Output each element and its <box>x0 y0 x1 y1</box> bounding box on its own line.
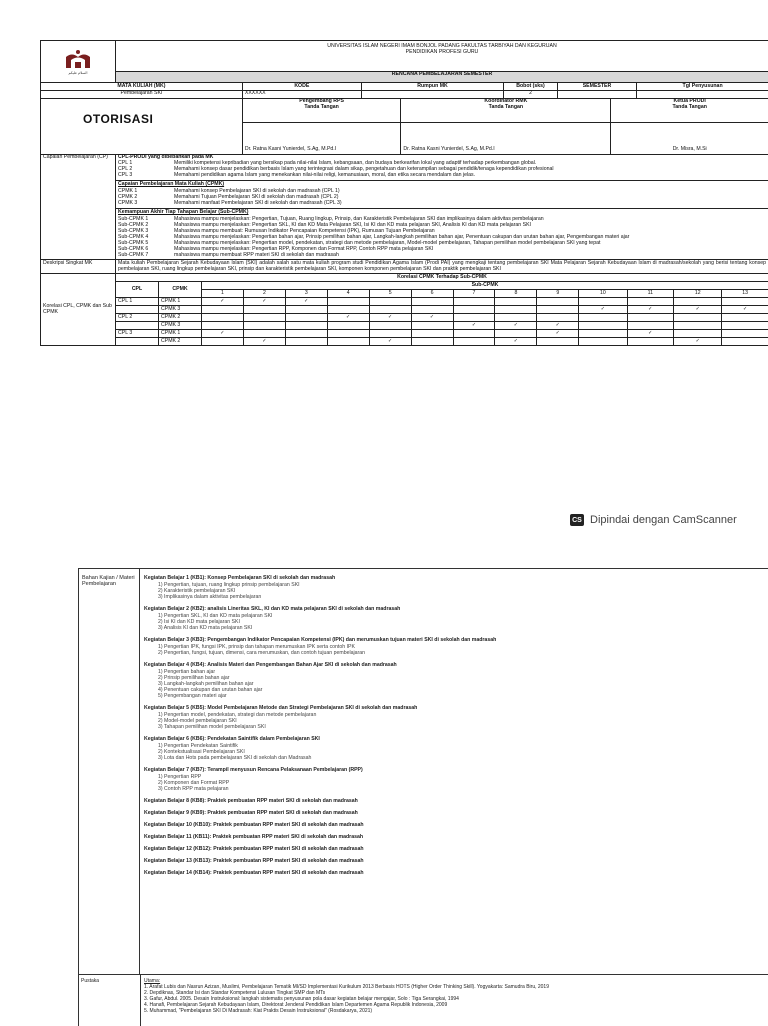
korelasi-sub-label: Sub-CPMK <box>202 282 768 290</box>
course-date <box>637 90 768 98</box>
korelasi-cpl: CPL 3 <box>116 330 159 338</box>
empty-cell <box>327 298 369 306</box>
kegiatan-belajar-title: Kegiatan Belajar 14 (KB14): Praktek pembuatan RPP materi SKI di sekolah dan madrasah <box>144 870 766 876</box>
sub-cpmk-code: Sub-CPMK 6 <box>118 247 174 253</box>
empty-cell <box>411 322 453 330</box>
cpmk-text: Memahami manfaat Pembelajaran SKI di sekolah dan madrasah (CPL 3) <box>174 201 766 207</box>
capaian-label: Capaian Pembelajaran (CP) <box>41 154 116 260</box>
kegiatan-belajar-item: 1) Pengertian SKL, KI dan KD mata pelajaran SKI <box>158 613 766 619</box>
cpl-block <box>116 154 768 180</box>
deskripsi-label: Deskripsi Singkat MK <box>41 260 116 274</box>
cpmk-code: CPMK 3 <box>118 201 174 207</box>
bahan-kajian-label: Bahan Kajian / Materi Pembelajaran <box>78 569 140 974</box>
empty-cell <box>579 322 627 330</box>
empty-cell <box>327 306 369 314</box>
sub-cpmk-text: Mahasiswa mampu menjelaskan: Pengertian bahan ajar, Prinsip pemilihan bahan ajar, Langkah-langkah pemilihan bahan ajar, Penentuan cakupan dan urutan bahan ajar, Pengembangan materi ajar <box>174 235 766 241</box>
program-name: PENDIDIKAN PROFESI GURU <box>116 50 768 56</box>
korelasi-row-item <box>116 306 768 314</box>
pustaka-section <box>78 974 768 1026</box>
kegiatan-belajar-item: 1) Pengertian model, pendekatan, strategi dan metode pembelajaran <box>158 712 766 718</box>
korelasi-cpmk: CPMK 2 <box>159 314 202 322</box>
korelasi-col-cpmk: CPMK <box>159 282 202 298</box>
empty-cell <box>674 314 722 322</box>
pustaka-item: 2. Depdiknas, Standar Isi dan Standar Kompetensi Lulusan Tingkat SMP dan MTs <box>144 990 764 996</box>
kegiatan-belajar-title: Kegiatan Belajar 7 (KB7): Terampil menyusun Rencana Pelaksanaan Pembelajaran (RPP) <box>144 767 766 773</box>
check-mark: ✓ <box>243 338 285 345</box>
korelasi-col-number: 13 <box>722 290 768 298</box>
kegiatan-belajar-item: 2) Isi KI dan KD mata pelajaran SKI <box>158 619 766 625</box>
pustaka-item: 3. Gafur, Abdul. 2005. Desain Instruksional: langkah sistematis penyusunan pola dasar kegiatan belajar mengajar, Solo : Tiga Serangkai, 1994 <box>144 996 764 1002</box>
check-mark: ✓ <box>369 338 411 345</box>
kegiatan-belajar-item: 1) Pengertian, tujuan, ruang lingkup prinsip pembelajaran SKI <box>158 582 766 588</box>
korelasi-cpl <box>116 338 159 345</box>
signer-1: Dr. Ratna Kasni Yunierdel, S.Ag, M.Pd.I <box>242 122 400 154</box>
cpmk-item <box>118 201 766 207</box>
check-mark: ✓ <box>411 314 453 322</box>
check-mark: ✓ <box>202 298 244 306</box>
kegiatan-belajar-item: 3) Contoh RPP mata pelajaran <box>158 786 766 792</box>
empty-cell <box>495 298 537 306</box>
korelasi-col-number: 11 <box>627 290 674 298</box>
empty-cell <box>579 338 627 345</box>
role-pengembang-label: Pengembang RPS <box>245 99 398 105</box>
empty-cell <box>627 298 674 306</box>
kegiatan-belajar <box>144 858 766 864</box>
empty-cell <box>202 306 244 314</box>
korelasi-cpl <box>116 322 159 330</box>
empty-cell <box>674 330 722 338</box>
course-header-semester: SEMESTER <box>557 83 636 91</box>
kegiatan-belajar-item: 3) Lota dan Hots pada pembelajaran SKI di sekolah dan Madrasah <box>158 755 766 761</box>
korelasi-row-item <box>116 322 768 330</box>
cpl-code: CPL 2 <box>118 167 174 173</box>
course-header-bobot: Bobot (sks) <box>504 83 558 91</box>
check-mark: ✓ <box>579 306 627 314</box>
kegiatan-belajar-title: Kegiatan Belajar 8 (KB8): Praktek pembuatan RPP materi SKI di sekolah dan madrasah <box>144 798 766 804</box>
kegiatan-belajar-item: 3) Analisis KI dan KD mata pelajaran SKI <box>158 625 766 631</box>
empty-cell <box>453 306 495 314</box>
check-mark: ✓ <box>537 322 579 330</box>
check-mark: ✓ <box>285 298 327 306</box>
empty-cell <box>411 306 453 314</box>
otorisasi-label: OTORISASI <box>43 99 240 153</box>
korelasi-col-number: 2 <box>243 290 285 298</box>
kegiatan-belajar-title: Kegiatan Belajar 13 (KB13): Praktek pembuatan RPP materi SKI di sekolah dan madrasah <box>144 858 766 864</box>
pustaka-item: 1. Arafat Lubis dan Nasrun Azizan, Muslimi, Pembelajaran Tematik MI/SD Implementasi Kurikulum 2013 Berbasis HOTS (Higher Order Thinking Skill). Yogyakarta: Samudra Biru, 2019 <box>144 984 764 990</box>
check-mark: ✓ <box>627 306 674 314</box>
korelasi-row-item <box>116 298 768 306</box>
empty-cell <box>627 314 674 322</box>
cpmk-text: Memahami konsep Pembelajaran SKI di sekolah dan madrasah (CPL 1) <box>174 189 766 195</box>
university-logo <box>43 42 113 82</box>
korelasi-cpmk: CPMK 1 <box>159 298 202 306</box>
kegiatan-belajar <box>144 767 766 792</box>
kegiatan-belajar-item: 3) Implikasinya dalam aktivitas pembelajaran <box>158 594 766 600</box>
pustaka-list <box>144 978 764 1014</box>
empty-cell <box>369 330 411 338</box>
empty-cell <box>495 330 537 338</box>
check-mark: ✓ <box>537 330 579 338</box>
kegiatan-belajar-title: Kegiatan Belajar 2 (KB2): analisis Lineritas SKL, KI dan KD mata pelajaran SKI di sekolah dan madrasah <box>144 606 766 612</box>
korelasi-cpl: CPL 1 <box>116 298 159 306</box>
kegiatan-belajar <box>144 705 766 730</box>
korelasi-col-number: 8 <box>495 290 537 298</box>
kegiatan-belajar-item: 2) Prinsip pemilihan bahan ajar <box>158 675 766 681</box>
empty-cell <box>243 322 285 330</box>
check-mark: ✓ <box>453 322 495 330</box>
empty-cell <box>495 306 537 314</box>
signature-label-1: Tanda Tangan <box>245 105 398 111</box>
korelasi-cell <box>116 274 768 346</box>
institution-header <box>116 41 768 72</box>
kegiatan-belajar-item: 1) Pengertian bahan ajar <box>158 669 766 675</box>
camscanner-icon: CS <box>570 514 584 526</box>
korelasi-row <box>41 274 768 346</box>
check-mark: ✓ <box>202 330 244 338</box>
kegiatan-belajar <box>144 846 766 852</box>
empty-cell <box>411 298 453 306</box>
kegiatan-belajar-item: 1) Pengertian RPP <box>158 774 766 780</box>
kegiatan-belajar-item: 3) Tahapan pemilihan model pembelajaran SKI <box>158 724 766 730</box>
kegiatan-belajar-item: 4) Penentuan cakupan dan urutan bahan ajar <box>158 687 766 693</box>
kegiatan-belajar <box>144 798 766 804</box>
role-pengembang <box>242 98 400 122</box>
sub-cpmk-heading: Kemampuan Akhir Tiap Tahapan Belajar (Sub-CPMK) <box>118 210 766 216</box>
empty-cell <box>243 306 285 314</box>
cpmk-text: Memahami Tujuan Pembelajaran SKI di sekolah dan madrasah (CPL 2) <box>174 195 766 201</box>
empty-cell <box>369 298 411 306</box>
korelasi-cpl <box>116 306 159 314</box>
empty-cell <box>327 338 369 345</box>
rps-table <box>40 40 768 346</box>
course-header-mk: MATA KULIAH (MK) <box>41 83 243 91</box>
korelasi-col-number: 5 <box>369 290 411 298</box>
empty-cell <box>674 298 722 306</box>
course-header-row <box>41 83 768 91</box>
cpl-code: CPL 1 <box>118 161 174 167</box>
check-mark: ✓ <box>495 322 537 330</box>
korelasi-title: Korelasi CPMK Terhadap Sub-CPMK <box>116 274 768 281</box>
korelasi-row-item <box>116 330 768 338</box>
korelasi-col-number: 3 <box>285 290 327 298</box>
sub-cpmk-code: Sub-CPMK 4 <box>118 235 174 241</box>
empty-cell <box>537 298 579 306</box>
cpl-item <box>118 173 766 179</box>
korelasi-cpmk: CPMK 3 <box>159 306 202 314</box>
cpmk-code: CPMK 1 <box>118 189 174 195</box>
pustaka-item: 4. Hanafi, Pembelajaran Sejarah Kebudayaan Islam, Direktorat Jenderal Pendidikan Islam Departemen Agama Republik Indonesia, 2009 <box>144 1002 764 1008</box>
cpl-text: Memahami pendidikan agama Islam yang menekankan nilai-nilai religi, kemanusiaan, moral, dan etika secara mendalam dan jelas. <box>174 173 766 179</box>
empty-cell <box>674 322 722 330</box>
empty-cell <box>243 314 285 322</box>
korelasi-col-cpl: CPL <box>116 282 159 298</box>
otorisasi-row <box>41 98 768 122</box>
kegiatan-belajar-title: Kegiatan Belajar 9 (KB9): Praktek pembuatan RPP materi SKI di sekolah dan madrasah <box>144 810 766 816</box>
kegiatan-belajar-item: 2) Model-model pembelajaran SKI <box>158 718 766 724</box>
korelasi-col-number: 12 <box>674 290 722 298</box>
kegiatan-belajar <box>144 606 766 631</box>
course-header-kode: KODE <box>242 83 361 91</box>
kegiatan-belajar-item: 1) Pengertian IPK, fungsi IPK, prinsip dan tahapan merumuskan IPK serta contoh IPK <box>158 644 766 650</box>
empty-cell <box>202 322 244 330</box>
sub-cpmk-text: Mahasiswa mampu membuat: Rumusan Indikator Pencapaian Kompetensi (IPK), Rumusan Tujuan Pembelajaran <box>174 229 766 235</box>
signer-3: Dr. Misra, M.Si <box>611 122 768 154</box>
empty-cell <box>202 314 244 322</box>
check-mark: ✓ <box>674 306 722 314</box>
sub-cpmk-text: Mahasiswa mampu menjelaskan: Pengertian RPP, Komponen dan Format RPP, Contoh RPP mata pelajaran SKI <box>174 247 766 253</box>
empty-cell <box>627 338 674 345</box>
role-koordinator <box>401 98 611 122</box>
sub-cpmk-block <box>116 208 768 260</box>
check-mark: ✓ <box>369 314 411 322</box>
empty-cell <box>453 314 495 322</box>
deskripsi-row <box>41 260 768 274</box>
empty-cell <box>722 314 768 322</box>
camscanner-watermark <box>570 514 737 526</box>
rps-page-1 <box>40 40 768 482</box>
kegiatan-belajar-title: Kegiatan Belajar 12 (KB12): Praktek pembuatan RPP materi SKI di sekolah dan madrasah <box>144 846 766 852</box>
empty-cell <box>722 298 768 306</box>
kegiatan-belajar-title: Kegiatan Belajar 5 (KB5): Model Pembelajaran Metode dan Strategi Pembelajaran SKI di sekolah dan madrasah <box>144 705 766 711</box>
empty-cell <box>285 338 327 345</box>
korelasi-table <box>116 274 768 345</box>
kegiatan-belajar <box>144 736 766 761</box>
empty-cell <box>285 322 327 330</box>
pustaka-item: 5. Muhammad, "Pembelajaran SKI Di Madrasah: Kiat Praktis Desain Instruksional" (Rosdakarya, 2021) <box>144 1008 764 1014</box>
korelasi-col-number: 4 <box>327 290 369 298</box>
course-rumpun <box>361 90 503 98</box>
sub-cpmk-code: Sub-CPMK 2 <box>118 223 174 229</box>
kegiatan-belajar-title: Kegiatan Belajar 1 (KB1): Konsep Pembelajaran SKI di sekolah dan madrasah <box>144 575 766 581</box>
empty-cell <box>579 330 627 338</box>
sub-cpmk-text: Mahasiswa mampu menjelaskan: Pengertian SKL, KI dan KD Mata Pelajaran SKI, Isi KI dan KD mata pelajaran SKI, Analisis KI dan KD mata pelajaran SKI <box>174 223 766 229</box>
korelasi-cpl: CPL 2 <box>116 314 159 322</box>
cpl-heading: CPL-PRODI yang dibebankan pada MK <box>118 155 766 161</box>
kegiatan-belajar-item: 5) Pengembangan materi ajar <box>158 693 766 699</box>
role-koordinator-label: Koordinator RMK <box>403 99 608 105</box>
role-ketua <box>611 98 768 122</box>
check-mark: ✓ <box>243 298 285 306</box>
doc-title: RENCANA PEMBELAJARAN SEMESTER <box>116 71 768 82</box>
kegiatan-belajar-title: Kegiatan Belajar 11 (KB11): Praktek pembuatan RPP materi SKI di sekolah dan madrasah <box>144 834 766 840</box>
korelasi-cpmk: CPMK 2 <box>159 338 202 345</box>
korelasi-label: Korelasi CPL, CPMK dan Sub CPMK <box>41 274 116 346</box>
empty-cell <box>453 338 495 345</box>
empty-cell <box>327 330 369 338</box>
empty-cell <box>411 330 453 338</box>
role-ketua-label: Ketua PRODI <box>613 99 766 105</box>
rps-page-2 <box>78 568 768 1025</box>
logo-caption: السلام عليكم <box>69 71 88 75</box>
sub-cpmk-text: Mahasiswa mampu menjelaskan: Pengertian, Tujuan, Ruang lingkup, Prinsip, dan Karakteristik Pembelajaran SKI dan implikasinya dalam aktivitas pembelajaran <box>174 217 766 223</box>
sub-cpmk-code: Sub-CPMK 7 <box>118 253 174 259</box>
sub-cpmk-text: mahasiswa mampu membuat RPP materi SKI di sekolah dan madrasah <box>174 253 766 259</box>
signature-label-2: Tanda Tangan <box>403 105 608 111</box>
empty-cell <box>369 306 411 314</box>
korelasi-col-number: 7 <box>453 290 495 298</box>
check-mark: ✓ <box>627 330 674 338</box>
university-name: UNIVERSITAS ISLAM NEGERI IMAM BONJOL PADANG FAKULTAS TARBIYAH DAN KEGURUAN <box>116 44 768 50</box>
course-semester <box>557 90 636 98</box>
empty-cell <box>285 330 327 338</box>
korelasi-number-row <box>116 290 768 298</box>
pustaka-label: Pustaka <box>81 978 137 984</box>
kegiatan-belajar-title: Kegiatan Belajar 3 (KB3): Pengembangan Indikator Pencapaian Kompetensi (IPK) dan merumuskan tujuan materi SKI di sekolah dan madrasah <box>144 637 766 643</box>
check-mark: ✓ <box>495 338 537 345</box>
korelasi-col-number: 1 <box>202 290 244 298</box>
pustaka-heading: Utama: <box>144 978 764 984</box>
kegiatan-belajar <box>144 870 766 876</box>
korelasi-row-item <box>116 338 768 345</box>
empty-cell <box>722 330 768 338</box>
kegiatan-belajar <box>144 810 766 816</box>
course-name: Pembelajaran SKI <box>41 90 243 98</box>
empty-cell <box>537 306 579 314</box>
capaian-row <box>41 154 768 180</box>
empty-cell <box>537 338 579 345</box>
check-mark: ✓ <box>327 314 369 322</box>
cpmk-heading: Capaian Pembelajaran Mata Kuliah (CPMK) <box>118 182 766 188</box>
empty-cell <box>722 338 768 345</box>
empty-cell <box>453 330 495 338</box>
otorisasi-label-cell <box>41 98 243 154</box>
kegiatan-belajar <box>144 662 766 699</box>
check-mark: ✓ <box>674 338 722 345</box>
kegiatan-belajar-title: Kegiatan Belajar 4 (KB4): Analisis Materi dan Pengembangan Bahan Ajar SKI di sekolah dan madrasah <box>144 662 766 668</box>
empty-cell <box>579 298 627 306</box>
course-header-rumpun: Rumpun MK <box>361 83 503 91</box>
cpl-text: Memiliki kompetensi kepribadian yang bersikap pada nilai-nilai Islam, kebangsaan, dan budaya berkearifan lokal yang adaptif terhadap perkembangan global. <box>174 161 766 167</box>
sub-cpmk-text: Mahasiswa mampu menjelaskan: Pengertian model, pendekatan, strategi dan metode pembelajaran, Model-model pembelajaran, Tahapan pemilihan model pembelajaran SKI yang tepat <box>174 241 766 247</box>
korelasi-col-number: 9 <box>537 290 579 298</box>
empty-cell <box>722 322 768 330</box>
course-header-tgl: Tgl Penyusunan <box>637 83 768 91</box>
kegiatan-belajar-item: 2) Kontekstualisasi Pembelajaran SKI <box>158 749 766 755</box>
kegiatan-belajar-title: Kegiatan Belajar 6 (KB6): Pendekatan Saintifik dalam Pembelajaran SKI <box>144 736 766 742</box>
empty-cell <box>627 322 674 330</box>
kegiatan-belajar <box>144 575 766 600</box>
empty-cell <box>285 306 327 314</box>
empty-cell <box>579 314 627 322</box>
cpmk-code: CPMK 2 <box>118 195 174 201</box>
kegiatan-belajar-item: 2) Karakteristik pembelajaran SKI <box>158 588 766 594</box>
cpl-text: Memahami konsep dasar pendidikan berbasis Islam yang terintegrasi dalam sikap, pengetahuan dan keterampilan sebagai pendidik/tenaga kependidikan profesional <box>174 167 766 173</box>
camscanner-text: Dipindai dengan CamScanner <box>590 514 737 526</box>
korelasi-col-number: 6 <box>411 290 453 298</box>
kegiatan-belajar <box>144 834 766 840</box>
logo-cell <box>41 41 116 83</box>
kegiatan-belajar <box>144 637 766 656</box>
kegiatan-belajar-item: 1) Pengertian Pendekatan Saintifik <box>158 743 766 749</box>
sub-cpmk-code: Sub-CPMK 3 <box>118 229 174 235</box>
kegiatan-belajar-item: 3) Langkah-langkah pemilihan bahan ajar <box>158 681 766 687</box>
sub-cpmk-code: Sub-CPMK 5 <box>118 241 174 247</box>
kegiatan-belajar-title: Kegiatan Belajar 10 (KB10): Praktek pembuatan RPP materi SKI di sekolah dan madrasah <box>144 822 766 828</box>
empty-cell <box>495 314 537 322</box>
sub-cpmk-code: Sub-CPMK 1 <box>118 217 174 223</box>
empty-cell <box>537 314 579 322</box>
korelasi-row-item <box>116 314 768 322</box>
empty-cell <box>243 330 285 338</box>
empty-cell <box>453 298 495 306</box>
university-logo-icon <box>62 48 94 70</box>
empty-cell <box>327 322 369 330</box>
sub-cpmk-item <box>118 253 766 259</box>
korelasi-col-number: 10 <box>579 290 627 298</box>
check-mark: ✓ <box>722 306 768 314</box>
empty-cell <box>369 322 411 330</box>
empty-cell <box>202 338 244 345</box>
signer-2: Dr. Ratna Kasni Yunierdel, S.Ag, M.Pd.I <box>401 122 611 154</box>
signature-label-3: Tanda Tangan <box>613 105 766 111</box>
kegiatan-belajar-list <box>140 569 768 882</box>
empty-cell <box>411 338 453 345</box>
course-value-row <box>41 90 768 98</box>
korelasi-cpmk: CPMK 3 <box>159 322 202 330</box>
kegiatan-belajar <box>144 822 766 828</box>
empty-cell <box>285 314 327 322</box>
deskripsi-text: Mata kuliah Pembelajaran Sejarah Kebudayaan Islam (SKI) adalah salah satu mata kuliah program studi Pendidikan Agama Islam (Prodi PAI) yang mengkaji tentang pembelajaran SKI Mata Pelajaran Sejarah Kebudayaan Islam di madrasah/sekolah yang berisi tentang konsep pembelajaran SKI, ruang lingkup pembelajaran SKI, prinsip dan karakteristik pembelajaran SKI, komponen komponen pembelajaran SKI dan praktik pembelajaran SKI <box>116 260 768 274</box>
kegiatan-belajar-item: 2) Komponen dan Format RPP <box>158 780 766 786</box>
cpmk-block <box>116 180 768 208</box>
course-sks: 2 <box>504 90 558 98</box>
kegiatan-belajar-item: 2) Pengertian, fungsi, tujuan, dimensi, cara merumuskan, dan contoh tujuan pembelajaran <box>158 650 766 656</box>
cpl-code: CPL 3 <box>118 173 174 179</box>
course-code: XXXXXX <box>242 90 361 98</box>
korelasi-cpmk: CPMK 1 <box>159 330 202 338</box>
